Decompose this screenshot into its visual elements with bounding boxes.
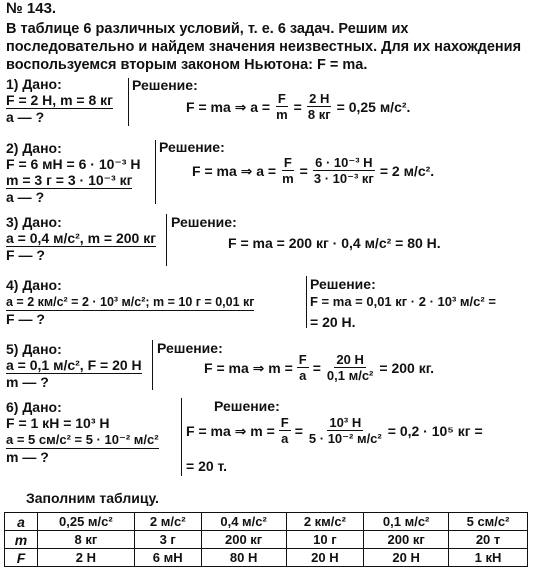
table-cell: 10 г [286,531,364,549]
formula-result: = 0,2 · 10⁵ кг = [387,423,483,439]
formula-6 [186,416,483,446]
formula-3: F = ma = 200 кг · 0,4 м/с² = 80 Н. [228,235,441,251]
formula-part: = [294,423,303,439]
table-row [5,531,528,549]
given-label: 6) Дано: [6,399,62,415]
given-values: F = 6 мН = 6 · 10⁻³ Н [6,156,141,172]
unknown: a — ? [6,109,45,125]
fraction-numerator: F [277,91,286,106]
table-cell: 80 Н [201,549,286,567]
fraction-denominator: a [299,368,307,383]
unknown: m — ? [6,374,49,390]
table-cell: 200 кг [201,531,286,549]
fraction-denominator: 8 кг [307,107,331,122]
fraction-denominator: m [282,171,294,186]
row-header: F [5,549,38,567]
fraction-numerator: F [280,415,289,430]
given-values: m = 3 г = 3 · 10⁻³ кг [6,172,133,188]
fraction-numerator: 6 · 10⁻³ Н [315,155,373,170]
divider-line [306,276,307,328]
formula-part: F = ma ⇒ a = [186,98,271,115]
given-values: F = 2 Н, m = 8 кг [6,92,113,108]
fraction-denominator: 0,1 м/с² [326,368,374,383]
table-cell: 6 мН [134,549,201,567]
table-cell: 2 Н [38,549,135,567]
given-block-5 [6,341,142,390]
table-row [5,513,528,531]
formula-part: F = ma ⇒ a = [192,162,277,179]
given-block-4 [6,277,254,327]
solution-label: Решение: [157,340,223,356]
formula-result: = 200 кг. [379,360,435,376]
solution-label: Решение: [159,139,225,155]
solution-label: Решение: [310,276,376,292]
table-cell: 1 кН [449,549,528,567]
given-values: a = 2 км/с² = 2 · 10³ м/с²; m = 10 г = 0,01 кг [6,295,255,309]
given-label: 4) Дано: [6,277,62,293]
given-values: a = 0,1 м/с², F = 20 Н [6,357,142,373]
table-row [5,549,528,567]
fraction-denominator: 3 · 10⁻³ кг [313,171,374,186]
formula-part: = [312,360,321,376]
given-label: 2) Дано: [6,140,62,156]
formula-5 [204,353,434,383]
table-cell: 3 г [134,531,201,549]
table-cell: 5 см/с² [449,513,528,531]
table-cell: 200 кг [364,531,449,549]
unknown: a — ? [6,189,45,205]
divider-line [128,78,129,126]
formula-part: = [293,99,302,115]
fraction-numerator: F [283,155,292,170]
formula-part: = [299,163,308,179]
unknown: F — ? [6,311,45,327]
given-values: a = 0,4 м/с², m = 200 кг [6,230,157,246]
table-caption: Заполним таблицу. [26,490,159,506]
formula-result: = 0,25 м/с². [336,99,411,115]
given-block-6 [6,399,159,465]
fraction-denominator: a [281,431,289,446]
fraction-numerator: 20 Н [336,352,364,367]
formula-6-result: = 20 т. [186,458,228,474]
solution-label: Решение: [171,214,237,230]
row-header: m [5,531,38,549]
formula-2 [192,156,434,186]
given-block-3 [6,214,156,263]
formula-1 [186,92,410,122]
solution-label: Решение: [214,398,280,414]
table-cell: 20 Н [364,549,449,567]
page-title: № 143. [6,0,57,17]
table-cell: 20 Н [286,549,364,567]
given-label: 3) Дано: [6,214,62,230]
divider-line [166,214,167,266]
fraction-numerator: F [298,352,307,367]
fraction-denominator: 5 · 10⁻² м/с² [308,431,382,446]
fraction-numerator: 2 Н [309,91,330,106]
row-header: a [5,513,38,531]
table-cell: 2 м/с² [134,513,201,531]
table-cell: 20 т [449,531,528,549]
table-cell: 8 кг [38,531,135,549]
given-block-1 [6,76,113,125]
table-cell: 0,1 м/с² [364,513,449,531]
intro-paragraph: В таблице 6 различных условий, т. е. 6 задач. Решим их последовательно и найдем значения неизвестных. Для их нахождения воспользуемся вторым законом Ньютона: F = ma. [6,21,522,73]
table-cell: 0,4 м/с² [201,513,286,531]
formula-4: F = ma = 0,01 кг · 2 · 10³ м/с² = [310,294,496,309]
given-block-2 [6,140,140,205]
unknown: m — ? [6,449,49,465]
formula-4-result: = 20 Н. [310,314,356,330]
formula-part: F = ma ⇒ m = [204,359,293,376]
table-cell: 2 км/с² [286,513,364,531]
given-label: 1) Дано: [6,76,62,92]
formula-result: = 2 м/с². [379,163,435,179]
unknown: F — ? [6,247,45,263]
fraction-numerator: 10³ Н [329,415,362,430]
divider-line [181,398,182,476]
table-cell: 0,25 м/с² [38,513,135,531]
given-values: a = 5 см/с² = 5 · 10⁻² м/с² [6,432,159,447]
fraction-denominator: m [276,107,288,122]
results-table [4,512,528,567]
given-label: 5) Дано: [6,341,62,357]
given-values: F = 1 кН = 10³ Н [6,415,110,431]
solution-label: Решение: [132,77,198,93]
divider-line [152,340,153,390]
divider-line [155,140,156,204]
formula-part: F = ma ⇒ m = [186,422,275,439]
